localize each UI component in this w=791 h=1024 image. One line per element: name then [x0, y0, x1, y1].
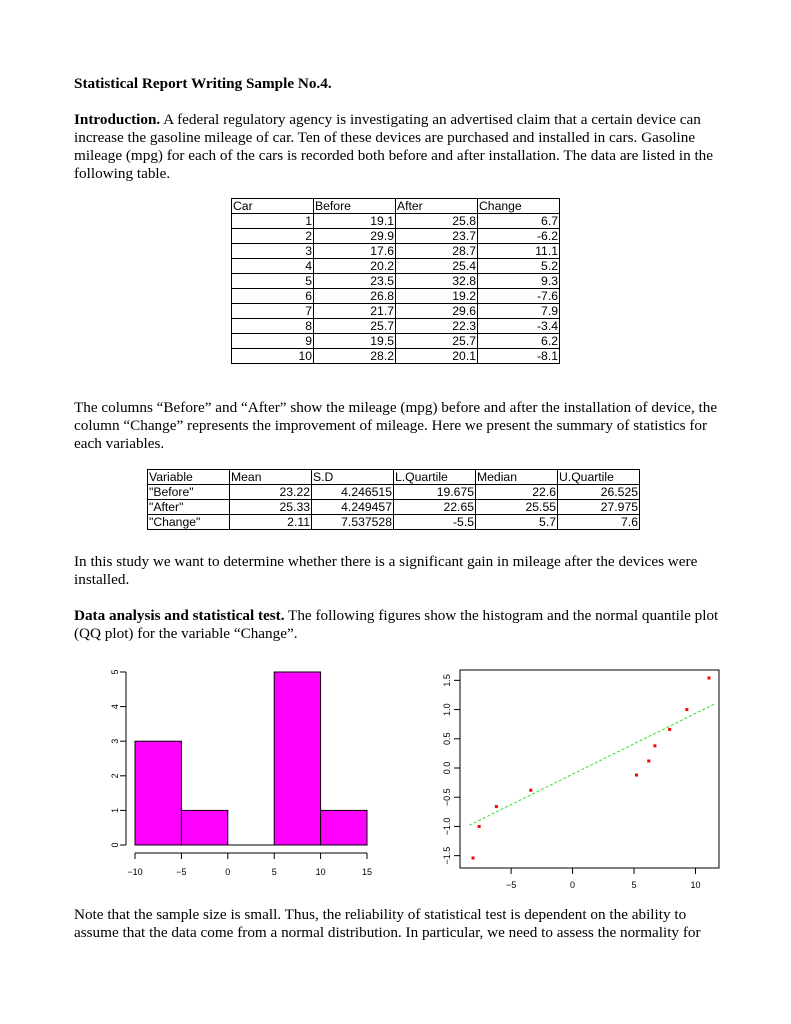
qq-y-tick-label: 1.5 [442, 674, 452, 687]
qq-data-point [529, 789, 532, 792]
table-cell: 22.6 [476, 485, 558, 500]
table-cell: 5.2 [478, 259, 560, 274]
table-cell: 1 [232, 214, 314, 229]
summary-table-column-header: Median [476, 470, 558, 485]
qq-data-point [653, 744, 656, 747]
qq-data-point [495, 805, 498, 808]
table-cell: -8.1 [478, 349, 560, 364]
table-cell: 3 [232, 244, 314, 259]
histogram-bar [181, 810, 227, 845]
table-cell: 4 [232, 259, 314, 274]
table-cell: 10 [232, 349, 314, 364]
summary-table-header-row [148, 470, 640, 485]
qq-x-tick-label: 10 [690, 880, 701, 890]
qq-data-point [635, 774, 638, 777]
qq-y-tick-label: −1.0 [442, 817, 452, 836]
summary-table-column-header: Mean [230, 470, 312, 485]
introduction-paragraph [74, 111, 724, 183]
histogram-y-tick-label: 3 [110, 738, 120, 744]
histogram-bar [135, 741, 181, 845]
table-cell: 9 [232, 334, 314, 349]
histogram-x-tick-label: 0 [225, 867, 231, 877]
histogram-x-tick-label: 5 [271, 867, 277, 877]
table-cell: 23.22 [230, 485, 312, 500]
table-row [232, 289, 560, 304]
summary-table-column-header: L.Quartile [394, 470, 476, 485]
histogram-y-tick-label: 2 [110, 773, 120, 779]
table-row [232, 304, 560, 319]
car-mileage-table [231, 198, 560, 364]
table-cell: "After" [148, 500, 230, 515]
table-row [232, 244, 560, 259]
table-cell: 23.7 [396, 229, 478, 244]
table-cell: 11.1 [478, 244, 560, 259]
qq-y-tick-label: 0.5 [442, 732, 452, 746]
data-analysis-text: The following figures show the histogram and the normal quantile plot (QQ plot) for the variable “Change”. [74, 607, 719, 642]
table-cell: 20.2 [314, 259, 396, 274]
table-cell: 27.975 [558, 500, 640, 515]
qq-y-tick-label: −1.5 [442, 846, 452, 865]
table-cell: "Before" [148, 485, 230, 500]
table-cell: 5.7 [476, 515, 558, 530]
qq-plot-chart [432, 660, 732, 900]
histogram-x-tick-label: 10 [315, 867, 326, 877]
table-row [148, 485, 640, 500]
table-cell: 17.6 [314, 244, 396, 259]
introduction-heading: Introduction. [74, 111, 161, 128]
table-cell: 19.1 [314, 214, 396, 229]
summary-statistics-table [147, 469, 640, 530]
table-cell: 19.2 [396, 289, 478, 304]
table-cell: "Change" [148, 515, 230, 530]
table-cell: 29.9 [314, 229, 396, 244]
summary-table-column-header: Variable [148, 470, 230, 485]
table-cell: 32.8 [396, 274, 478, 289]
qq-data-point [668, 728, 671, 731]
table-cell: 6.2 [478, 334, 560, 349]
histogram-y-tick-label: 4 [110, 704, 120, 710]
table-cell: 6.7 [478, 214, 560, 229]
data-analysis-paragraph [74, 607, 724, 643]
table-cell: 25.8 [396, 214, 478, 229]
histogram-x-tick-label: 15 [361, 867, 373, 877]
qq-y-tick-label: −0.5 [442, 788, 452, 807]
table-cell: 6 [232, 289, 314, 304]
table-row [232, 349, 560, 364]
qq-x-tick-label: 0 [570, 880, 576, 890]
table-cell: 25.7 [396, 334, 478, 349]
car-table-column-header: Before [314, 199, 396, 214]
histogram-x-tick-label: −10 [127, 867, 143, 877]
histogram-bar [274, 672, 320, 845]
table-cell: 19.675 [394, 485, 476, 500]
histogram-bar [321, 810, 367, 845]
table-row [148, 515, 640, 530]
qq-data-point [478, 825, 481, 828]
table-cell: 28.7 [396, 244, 478, 259]
table-cell: 25.7 [314, 319, 396, 334]
table-row [232, 214, 560, 229]
table-cell: 22.65 [394, 500, 476, 515]
histogram-y-tick-label: 5 [110, 669, 120, 675]
study-aim-paragraph: In this study we want to determine whether there is a significant gain in mileage after the devices were installed. [74, 553, 698, 588]
normality-note-paragraph: Note that the sample size is small. Thus, the reliability of statistical test is dependent on the ability to assume that the data come from a normal distribution. In particular, we need to assess the normality for [74, 906, 701, 941]
qq-plot-frame [460, 670, 719, 868]
car-table-column-header: After [396, 199, 478, 214]
table-cell: -5.5 [394, 515, 476, 530]
car-table-column-header: Car [232, 199, 314, 214]
table-cell: 19.5 [314, 334, 396, 349]
table-row [232, 229, 560, 244]
table-cell: 25.4 [396, 259, 478, 274]
summary-table-column-header: S.D [312, 470, 394, 485]
qq-y-tick-label: 0.0 [442, 761, 452, 775]
table-cell: 7.6 [558, 515, 640, 530]
qq-x-tick-label: −5 [505, 880, 517, 890]
table-row [232, 274, 560, 289]
qq-data-point [472, 857, 475, 860]
table-cell: -3.4 [478, 319, 560, 334]
qq-y-tick-label: 1.0 [442, 703, 452, 716]
histogram-y-tick-label: 1 [110, 807, 120, 813]
summary-table-column-header: U.Quartile [558, 470, 640, 485]
table-cell: 26.8 [314, 289, 396, 304]
histogram-chart [100, 660, 390, 890]
table-cell: 7.9 [478, 304, 560, 319]
table-cell: 7.537528 [312, 515, 394, 530]
table-cell: 2 [232, 229, 314, 244]
table-cell: 4.249457 [312, 500, 394, 515]
introduction-text: A federal regulatory agency is investigating an advertised claim that a certain device can increase the gasoline mileage of car. Ten of these devices are purchased and installed in cars. Gasoline mileage (mpg) for each of the cars is recorded both before and after installation. The data are listed in the following table. [74, 111, 714, 182]
table-cell: 25.55 [476, 500, 558, 515]
table-row [232, 334, 560, 349]
table-cell: 7 [232, 304, 314, 319]
table-cell: 8 [232, 319, 314, 334]
histogram-x-tick-label: −5 [176, 867, 187, 877]
table-cell: 21.7 [314, 304, 396, 319]
table-row [232, 319, 560, 334]
table-cell: 28.2 [314, 349, 396, 364]
histogram-y-tick-label: 0 [110, 842, 120, 848]
table-cell: 2.11 [230, 515, 312, 530]
report-title: Statistical Report Writing Sample No.4. [74, 75, 332, 92]
qq-data-point [647, 759, 650, 762]
table-cell: -7.6 [478, 289, 560, 304]
car-table-column-header: Change [478, 199, 560, 214]
data-analysis-heading: Data analysis and statistical test. [74, 607, 285, 624]
table-cell: 25.33 [230, 500, 312, 515]
car-table-header-row [232, 199, 560, 214]
table-row [148, 500, 640, 515]
table-cell: 29.6 [396, 304, 478, 319]
table-cell: 4.246515 [312, 485, 394, 500]
table-cell: -6.2 [478, 229, 560, 244]
table-cell: 23.5 [314, 274, 396, 289]
table-cell: 9.3 [478, 274, 560, 289]
table-row [232, 259, 560, 274]
qq-reference-line [469, 704, 714, 825]
table-cell: 22.3 [396, 319, 478, 334]
table-cell: 5 [232, 274, 314, 289]
columns-description-paragraph: The columns “Before” and “After” show the mileage (mpg) before and after the installation of device, the column “Change” represents the improvement of mileage. Here we present the summary of statistics for each variables. [74, 399, 718, 452]
table-cell: 20.1 [396, 349, 478, 364]
qq-x-tick-label: 5 [631, 880, 637, 890]
table-cell: 26.525 [558, 485, 640, 500]
qq-data-point [708, 677, 711, 680]
qq-data-point [685, 708, 688, 711]
